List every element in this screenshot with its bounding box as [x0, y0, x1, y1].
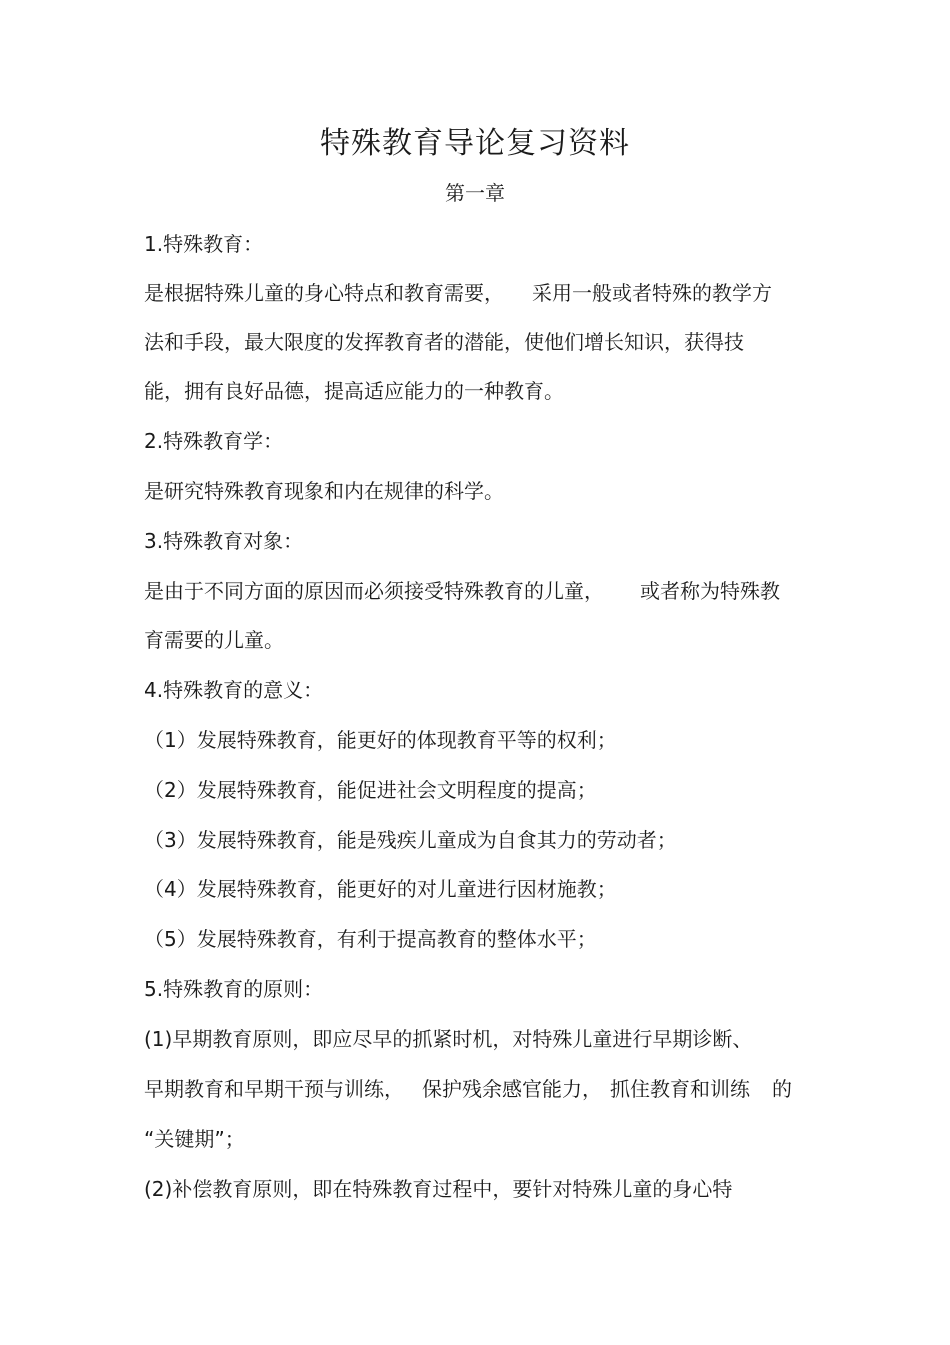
chapter-heading: 第一章: [445, 181, 505, 205]
text-segment: 采用一般或者特殊的教学方: [532, 281, 772, 305]
paragraph-line: (1)早期教育原则，即应尽早的抓紧时机，对特殊儿童进行早期诊断、: [144, 1027, 753, 1051]
list-item: （3）发展特殊教育，能是残疾儿童成为自食其力的劳动者；: [144, 828, 677, 852]
text-segment: 保护残余感官能力，: [422, 1077, 602, 1101]
list-item: （2）发展特殊教育，能促进社会文明程度的提高；: [144, 778, 597, 802]
paragraph-line: 能，拥有良好品德，提高适应能力的一种教育。: [144, 379, 564, 403]
paragraph-line: [144, 576, 780, 606]
term-heading-3: 3.特殊教育对象：: [144, 529, 304, 553]
paragraph-line: 法和手段，最大限度的发挥教育者的潜能，使他们增长知识，获得技: [144, 330, 744, 354]
list-item: （5）发展特殊教育，有利于提高教育的整体水平；: [144, 927, 597, 951]
paragraph-line: (2)补偿教育原则，即在特殊教育过程中，要针对特殊儿童的身心特: [144, 1177, 733, 1201]
text-segment: 的: [772, 1077, 792, 1101]
term-heading-1: 1.特殊教育：: [144, 232, 264, 256]
list-item: （1）发展特殊教育，能更好的体现教育平等的权利；: [144, 728, 617, 752]
paragraph-line: “关键期”；: [144, 1127, 245, 1151]
paragraph-line: 育需要的儿童。: [144, 628, 284, 652]
term-heading-2: 2.特殊教育学：: [144, 429, 284, 453]
document-title: 特殊教育导论复习资料: [320, 126, 630, 161]
paragraph-line: [144, 278, 772, 308]
text-segment: 是由于不同方面的原因而必须接受特殊教育的儿童，: [144, 579, 604, 603]
text-segment: 早期教育和早期干预与训练，: [144, 1077, 404, 1101]
paragraph-line: [144, 1074, 792, 1104]
text-segment: 或者称为特殊教: [640, 579, 780, 603]
term-heading-4: 4.特殊教育的意义：: [144, 678, 324, 702]
text-segment: 抓住教育和训练: [610, 1077, 750, 1101]
list-item: （4）发展特殊教育，能更好的对儿童进行因材施教；: [144, 877, 617, 901]
term-heading-5: 5.特殊教育的原则：: [144, 977, 324, 1001]
paragraph-line: 是研究特殊教育现象和内在规律的科学。: [144, 479, 504, 503]
text-segment: 是根据特殊儿童的身心特点和教育需要，: [144, 281, 504, 305]
